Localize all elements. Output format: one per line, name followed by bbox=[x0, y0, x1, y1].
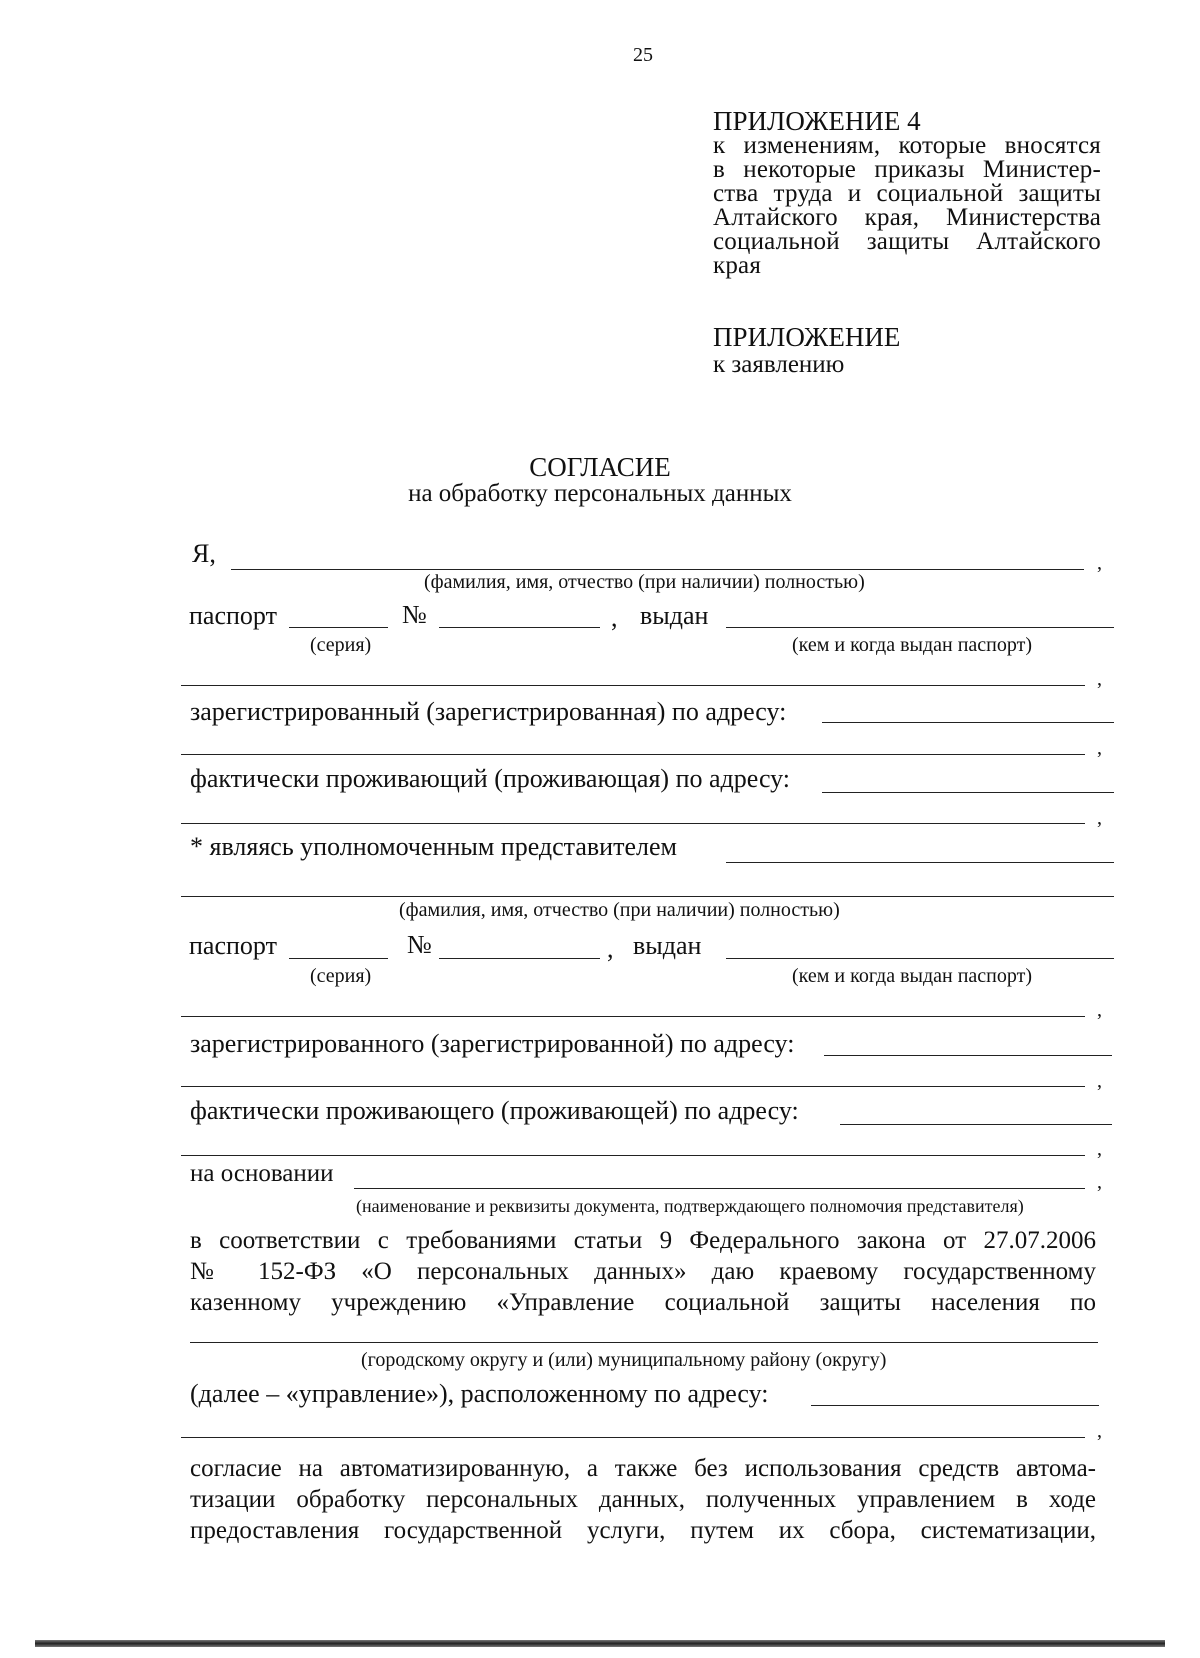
issued-by-line bbox=[726, 958, 1114, 959]
page-number: 25 bbox=[633, 44, 653, 66]
paragraph-line: тизации обработку персональных данных, полученных управлением в ходе bbox=[190, 1486, 1096, 1513]
appendix-title: ПРИЛОЖЕНИЕ bbox=[713, 322, 901, 352]
blank-line bbox=[181, 1016, 1085, 1017]
appendix-4-title: ПРИЛОЖЕНИЕ 4 bbox=[713, 106, 921, 136]
comma: , bbox=[1097, 668, 1102, 690]
paragraph-line: казенному учреждению «Управление социальной защиты населения по bbox=[190, 1289, 1096, 1316]
comma: , bbox=[1097, 737, 1102, 759]
district-line bbox=[190, 1342, 1098, 1343]
scan-edge-divider bbox=[35, 1640, 1165, 1647]
on-basis-label: на основании bbox=[190, 1160, 334, 1187]
appendix-4-line: в некоторые приказы Министер- bbox=[713, 156, 1101, 183]
appendix-4-line: к изменениям, которые вносятся bbox=[713, 132, 1101, 159]
comma: , bbox=[1097, 552, 1102, 574]
blank-line bbox=[181, 823, 1085, 824]
blank-line bbox=[181, 1086, 1085, 1087]
paragraph-line: № 152-ФЗ «О персональных данных» даю краевому государственному bbox=[190, 1258, 1096, 1285]
comma: , bbox=[1097, 1138, 1102, 1160]
number-line bbox=[439, 958, 600, 959]
issued-label: выдан bbox=[640, 601, 709, 630]
passport-label: паспорт bbox=[189, 601, 277, 630]
address-line bbox=[811, 1405, 1099, 1406]
number-sign: № bbox=[402, 600, 427, 629]
appendix-subtitle: к заявлению bbox=[713, 351, 845, 378]
hint-series: (серия) bbox=[310, 965, 372, 987]
residing-line bbox=[822, 792, 1114, 793]
hint-issued-by: (кем и когда выдан паспорт) bbox=[792, 965, 1033, 987]
representative-label: * являясь уполномоченным представителем bbox=[190, 832, 677, 861]
series-line bbox=[289, 958, 388, 959]
hint-issued-by: (кем и когда выдан паспорт) bbox=[792, 634, 1033, 656]
residing2-label: фактически проживающего (проживающей) по адресу: bbox=[190, 1096, 799, 1125]
comma: , bbox=[1097, 807, 1102, 829]
hint-document: (наименование и реквизиты документа, подтверждающего полномочия представителя) bbox=[356, 1196, 1024, 1216]
appendix-4-line: края bbox=[713, 252, 762, 279]
fio-line bbox=[231, 569, 1084, 570]
blank-line bbox=[181, 685, 1085, 686]
comma: , bbox=[1097, 1420, 1102, 1442]
paragraph-line: согласие на автоматизированную, а также без использования средств автома- bbox=[190, 1455, 1096, 1482]
ya-label: Я, bbox=[192, 539, 216, 568]
appendix-4-line: Алтайского края, Министерства bbox=[713, 204, 1101, 231]
number-sign: № bbox=[407, 930, 432, 959]
appendix-4-line: социальной защиты Алтайского bbox=[713, 228, 1101, 255]
number-line bbox=[439, 627, 600, 628]
representative-line bbox=[726, 862, 1114, 863]
document-subtitle: на обработку персональных данных bbox=[408, 480, 792, 507]
registered-label: зарегистрированный (зарегистрированная) по адресу: bbox=[190, 697, 787, 726]
registered2-label: зарегистрированного (зарегистрированной) по адресу: bbox=[190, 1029, 795, 1058]
blank-line bbox=[181, 754, 1085, 755]
series-line bbox=[289, 627, 388, 628]
hint-series: (серия) bbox=[310, 634, 372, 656]
hint-fio: (фамилия, имя, отчество (при наличии) полностью) bbox=[424, 571, 865, 593]
appendix-4-caption bbox=[713, 134, 1101, 278]
hint-fio: (фамилия, имя, отчество (при наличии) полностью) bbox=[399, 899, 840, 921]
registered-line bbox=[822, 722, 1114, 723]
document-title: СОГЛАСИЕ bbox=[529, 452, 671, 482]
comma: , bbox=[1097, 1171, 1102, 1193]
paragraph-line: в соответствии с требованиями статьи 9 Федерального закона от 27.07.2006 bbox=[190, 1227, 1096, 1254]
appendix-4-line: ства труда и социальной защиты bbox=[713, 180, 1101, 207]
comma: , bbox=[611, 603, 618, 632]
comma: , bbox=[1097, 1070, 1102, 1092]
issued-label: выдан bbox=[633, 931, 702, 960]
comma: , bbox=[1097, 999, 1102, 1021]
paragraph-line: предоставления государственной услуги, путем их сбора, систематизации, bbox=[190, 1517, 1096, 1544]
passport-label: паспорт bbox=[189, 931, 277, 960]
on-basis-line bbox=[354, 1188, 1085, 1189]
blank-line bbox=[181, 1155, 1085, 1156]
hereinafter-label: (далее – «управление»), расположенному по адресу: bbox=[190, 1379, 769, 1408]
residing-label: фактически проживающий (проживающая) по адресу: bbox=[190, 764, 791, 793]
comma: , bbox=[607, 934, 614, 963]
blank-line bbox=[181, 1437, 1085, 1438]
residing2-line bbox=[840, 1124, 1112, 1125]
blank-line bbox=[181, 896, 1114, 897]
issued-by-line bbox=[726, 627, 1114, 628]
registered2-line bbox=[824, 1055, 1112, 1056]
hint-district: (городскому округу и (или) муниципальному району (округу) bbox=[361, 1349, 887, 1371]
